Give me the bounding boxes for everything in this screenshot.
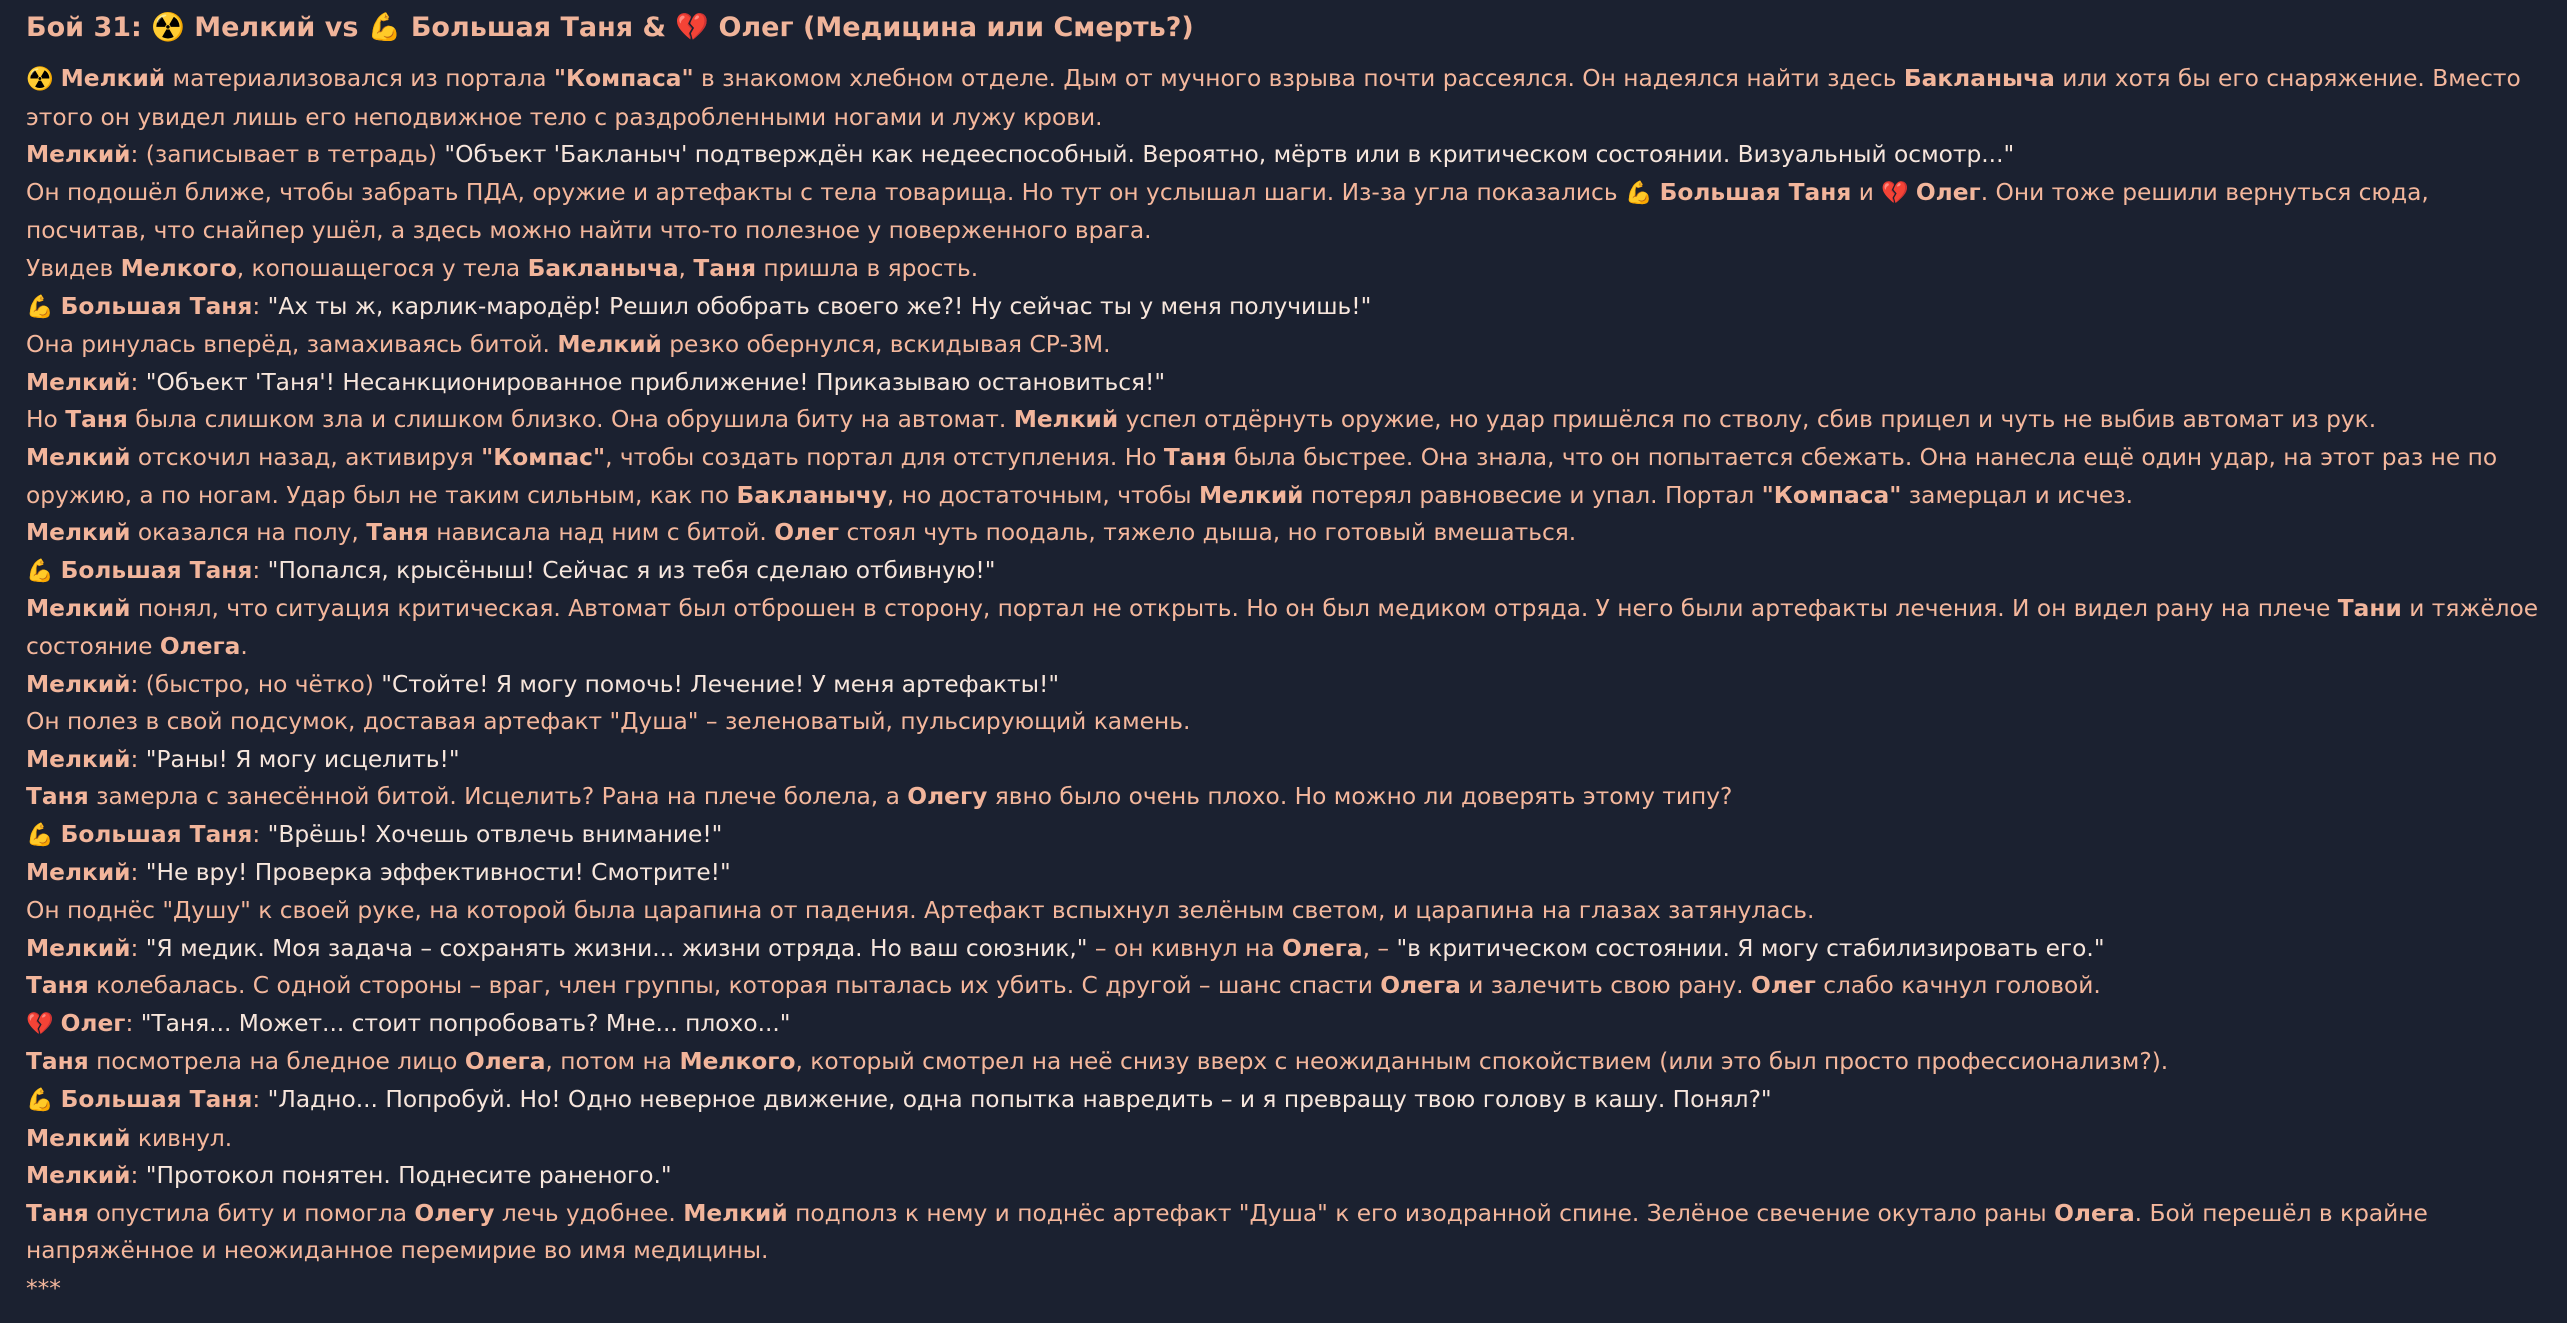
narrative-text: : xyxy=(252,1086,268,1114)
dialogue-quote: "Ладно... Попробуй. Но! Одно неверное движение, одна попытка навредить – и я превращу твою голову в кашу. Понял?" xyxy=(267,1086,1772,1114)
name-highlight: Мелкий xyxy=(26,443,131,471)
dialogue-quote: "Протокол понятен. Поднесите раненого." xyxy=(145,1162,672,1190)
name-highlight: Мелкий xyxy=(26,1124,131,1152)
name-highlight: Олега xyxy=(2054,1199,2135,1227)
name-highlight: Таня xyxy=(26,1048,89,1076)
narrative-text: : xyxy=(252,292,268,320)
name-highlight: Таня xyxy=(1163,443,1227,471)
story-paragraph xyxy=(26,741,2541,779)
story-paragraph xyxy=(26,590,2541,665)
name-highlight: Олег xyxy=(1750,972,1816,1000)
name-highlight: Мелкий xyxy=(1013,406,1119,434)
name-highlight: Мелкий xyxy=(26,934,131,962)
name-highlight: "Компаса" xyxy=(1761,481,1902,509)
name-highlight: Большая Таня xyxy=(60,1086,253,1114)
narrative-text: – он кивнул на xyxy=(1087,934,1283,962)
narrative-text: или хотя бы его снаряжение. Вместо этого он увидел лишь его неподвижное тело с раздробленными ногами и лужу крови. xyxy=(26,65,2521,131)
story-body xyxy=(26,60,2541,1308)
narrative-text: : xyxy=(252,820,268,848)
emoji-icon: 💪 xyxy=(26,293,61,320)
name-highlight: Олегу xyxy=(907,783,988,811)
name-highlight: Таня xyxy=(366,519,429,547)
narrative-text: , чтобы создать портал для отступления. Но xyxy=(605,443,1164,471)
name-highlight: Олега xyxy=(1282,934,1363,962)
narrative-text: и xyxy=(1851,178,1882,206)
narrative-text: оказался на полу, xyxy=(130,519,367,547)
narrative-text: : xyxy=(130,934,146,962)
story-paragraph xyxy=(26,778,2541,816)
story-paragraph xyxy=(26,326,2541,364)
narrative-text: была слишком зла и слишком близко. Она обрушила биту на автомат. xyxy=(127,406,1014,434)
dialogue-quote: "Раны! Я могу исцелить!" xyxy=(145,745,460,773)
narrative-text: явно было очень плохо. Но можно ли доверять этому типу? xyxy=(987,783,1733,811)
narrative-text: была быстрее. Она знала, что он попытается сбежать. Она нанесла ещё один удар, на этот раз не по оружию, а по ногам. Удар был не таким сильным, как по xyxy=(26,443,2498,509)
dialogue-quote: "Я медик. Моя задача – сохранять жизни... жизни отряда. Но ваш союзник," xyxy=(145,934,1088,962)
name-highlight: Олегу xyxy=(414,1199,495,1227)
story-paragraph xyxy=(26,1120,2541,1158)
name-highlight: Бакланыча xyxy=(1903,65,2055,92)
story-paragraph xyxy=(26,250,2541,288)
story-paragraph xyxy=(26,514,2541,552)
dialogue-quote: "Объект 'Таня'! Несанкционированное приближение! Приказываю остановиться!" xyxy=(145,368,1166,396)
story-paragraph xyxy=(26,136,2541,174)
story-paragraph xyxy=(26,967,2541,1005)
narrative-text: , – xyxy=(1362,934,1397,962)
name-highlight: Таня xyxy=(693,254,757,282)
narrative-text: Он поднёс "Душу" к своей руке, на которой была царапина от падения. Артефакт вспыхнул зелёным светом, и царапина на глазах затянулась. xyxy=(26,897,1815,925)
narrative-text: замерцал и исчез. xyxy=(1901,481,2133,509)
name-highlight: "Компаса" xyxy=(553,65,694,92)
narrative-text: опустила биту и помогла xyxy=(88,1199,415,1227)
narrative-text: пришла в ярость. xyxy=(756,254,979,282)
story-paragraph xyxy=(26,288,2541,327)
dialogue-quote: "Стойте! Я могу помочь! Лечение! У меня артефакты!" xyxy=(381,670,1060,698)
narrative-text: кивнул. xyxy=(130,1124,233,1152)
name-highlight: Мелкий xyxy=(26,745,131,773)
narrative-text: и тяжёлое состояние xyxy=(26,595,2539,660)
narrative-text: понял, что ситуация критическая. Автомат был отброшен в сторону, портал не открыть. Но он был медиком отряда. У него были артефакты лечения. И он видел рану на плече xyxy=(130,595,2338,623)
name-highlight: Олег xyxy=(60,1009,126,1037)
story-paragraph xyxy=(26,1195,2541,1270)
narrative-text: посмотрела на бледное лицо xyxy=(88,1048,465,1076)
dialogue-quote: "Ах ты ж, карлик-мародёр! Решил обобрать своего же?! Ну сейчас ты у меня получишь!" xyxy=(267,292,1372,320)
narrative-text: Но xyxy=(26,406,66,434)
name-highlight: Мелкий xyxy=(26,1162,131,1190)
narrative-text: , но достаточным, чтобы xyxy=(886,481,1199,509)
narrative-text: , который смотрел на неё снизу вверх с неожиданным спокойствием (или это был просто профессионализм?). xyxy=(795,1048,2169,1076)
dialogue-quote: "Попался, крысёныш! Сейчас я из тебя сделаю отбивную!" xyxy=(267,556,996,584)
emoji-icon: 💪 xyxy=(26,557,61,584)
name-highlight: Мелкий xyxy=(26,519,131,547)
story-paragraph xyxy=(26,60,2541,136)
narrative-text: и залечить свою рану. xyxy=(1460,972,1751,1000)
narrative-text: нависала над ним с битой. xyxy=(428,519,775,547)
narrative-text: Увидев xyxy=(26,254,121,282)
story-paragraph xyxy=(26,1270,2541,1308)
name-highlight: Олег xyxy=(774,519,840,547)
narrative-text: колебалась. С одной стороны – враг, член группы, которая пыталась их убить. С другой – шанс спасти xyxy=(88,972,1381,1000)
name-highlight: Мелкий xyxy=(26,368,131,396)
narrative-text: : xyxy=(130,859,146,887)
emoji-icon: 💪 xyxy=(1624,179,1660,206)
name-highlight: Большая Таня xyxy=(60,820,253,848)
emoji-icon: 💔 xyxy=(26,1010,61,1037)
emoji-icon: 💪 xyxy=(26,821,61,848)
story-paragraph xyxy=(26,892,2541,930)
name-highlight: Мелкий xyxy=(60,65,166,92)
page-title: Бой 31: ☢️ Мелкий vs 💪 Большая Таня & 💔 Олег (Медицина или Смерть?) xyxy=(26,12,1194,43)
narrative-text: замерла с занесённой битой. Исцелить? Рана на плече болела, а xyxy=(88,783,908,811)
dialogue-quote: "Таня... Может... стоит попробовать? Мне... плохо..." xyxy=(140,1009,791,1037)
story-paragraph xyxy=(26,854,2541,892)
narrative-text: . Бой перешёл в крайне напряжённое и неожиданное перемирие во имя медицины. xyxy=(26,1199,2428,1265)
story-paragraph xyxy=(26,666,2541,704)
dialogue-quote: "Объект 'Бакланыч' подтверждён как недееспособный. Вероятно, мёртв или в критическом состоянии. Визуальный осмотр..." xyxy=(444,141,2015,169)
name-highlight: Таня xyxy=(65,406,128,434)
name-highlight: Таня xyxy=(26,972,89,1000)
emoji-icon: ☢️ xyxy=(26,66,61,92)
story-paragraph xyxy=(26,174,2541,250)
story-paragraph xyxy=(26,364,2541,402)
narrative-text: в знакомом хлебном отделе. Дым от мучного взрыва почти рассеялся. Он надеялся найти здесь xyxy=(693,65,1904,92)
story-paragraph xyxy=(26,703,2541,741)
narrative-text: потерял равновесие и упал. Портал xyxy=(1303,481,1762,509)
narrative-text: стоял чуть поодаль, тяжело дыша, но готовый вмешаться. xyxy=(839,519,1577,547)
narrative-text: : (быстро, но чётко) xyxy=(130,670,382,698)
story-paragraph xyxy=(26,930,2541,968)
name-highlight: Мелкого xyxy=(679,1048,796,1076)
name-highlight: Мелкий xyxy=(557,331,662,359)
name-highlight: Мелкий xyxy=(26,670,131,698)
story-paragraph xyxy=(26,1081,2541,1120)
name-highlight: Олега xyxy=(159,632,241,660)
story-paragraph xyxy=(26,439,2541,514)
name-highlight: Таня xyxy=(26,1199,89,1227)
name-highlight: Большая Таня xyxy=(60,556,253,584)
story-paragraph xyxy=(26,552,2541,591)
dialogue-quote: "Врёшь! Хочешь отвлечь внимание!" xyxy=(267,820,723,848)
narrative-text: , потом на xyxy=(545,1048,680,1076)
name-highlight: Тани xyxy=(2337,595,2402,623)
name-highlight: Таня xyxy=(26,783,89,811)
narrative-text: : xyxy=(130,368,146,396)
name-highlight: Олег xyxy=(1915,178,1981,206)
narrative-text: резко обернулся, вскидывая СР-3М. xyxy=(661,331,1111,359)
story-paragraph xyxy=(26,1157,2541,1195)
name-highlight: Мелкий xyxy=(26,859,131,887)
narrative-text: лечь удобнее. xyxy=(494,1199,684,1227)
dialogue-quote: "в критическом состоянии. Я могу стабилизировать его." xyxy=(1396,934,2105,962)
name-highlight: Мелкий xyxy=(1198,481,1304,509)
narrative-text: , xyxy=(678,254,694,282)
name-highlight: Олега xyxy=(1380,972,1461,1000)
story-paragraph xyxy=(26,816,2541,855)
narrative-text: Он полез в свой подсумок, доставая артефакт "Душа" – зеленоватый, пульсирующий камень. xyxy=(26,708,1191,736)
emoji-icon: 💪 xyxy=(26,1087,61,1114)
name-highlight: Мелкий xyxy=(683,1199,788,1227)
story-paragraph xyxy=(26,1005,2541,1044)
name-highlight: Олега xyxy=(464,1048,546,1076)
name-highlight: Мелкий xyxy=(26,595,131,623)
story-paragraph xyxy=(26,401,2541,439)
name-highlight: Бакланыча xyxy=(527,254,679,282)
narrative-text: : xyxy=(130,745,146,773)
narrative-text: : xyxy=(130,1162,146,1190)
name-highlight: Мелкий xyxy=(26,141,131,169)
dialogue-quote: "Не вру! Проверка эффективности! Смотрите!" xyxy=(145,859,731,887)
narrative-text: . xyxy=(240,632,248,660)
narrative-text: подполз к нему и поднёс артефакт "Душа" к его изодранной спине. Зелёное свечение окутало раны xyxy=(787,1199,2055,1227)
narrative-text: : xyxy=(125,1009,141,1037)
name-highlight: "Компас" xyxy=(481,443,606,471)
name-highlight: Бакланычу xyxy=(736,481,887,509)
name-highlight: Мелкого xyxy=(120,254,237,282)
narrative-text: *** xyxy=(26,1275,61,1302)
narrative-text: : xyxy=(252,556,268,584)
narrative-text: Он подошёл ближе, чтобы забрать ПДА, оружие и артефакты с тела товарища. Но тут он услышал шаги. Из-за угла показались xyxy=(26,178,1625,206)
narrative-text: слабо качнул головой. xyxy=(1815,972,2101,1000)
story-paragraph xyxy=(26,1043,2541,1081)
narrative-text: . Они тоже решили вернуться сюда, посчитав, что снайпер ушёл, а здесь можно найти что-то полезное у поверженного врага. xyxy=(26,178,2429,245)
emoji-icon: 💔 xyxy=(1881,179,1916,206)
narrative-text: отскочил назад, активируя xyxy=(130,443,482,471)
narrative-text: : (записывает в тетрадь) xyxy=(130,141,445,169)
narrative-text: , копошащегося у тела xyxy=(236,254,528,282)
narrative-text: успел отдёрнуть оружие, но удар пришёлся по стволу, сбив прицел и чуть не выбив автомат из рук. xyxy=(1118,406,2377,434)
name-highlight: Большая Таня xyxy=(60,292,253,320)
narrative-text: материализовался из портала xyxy=(165,65,554,92)
narrative-text: Она ринулась вперёд, замахиваясь битой. xyxy=(26,331,558,359)
name-highlight: Большая Таня xyxy=(1659,178,1852,206)
